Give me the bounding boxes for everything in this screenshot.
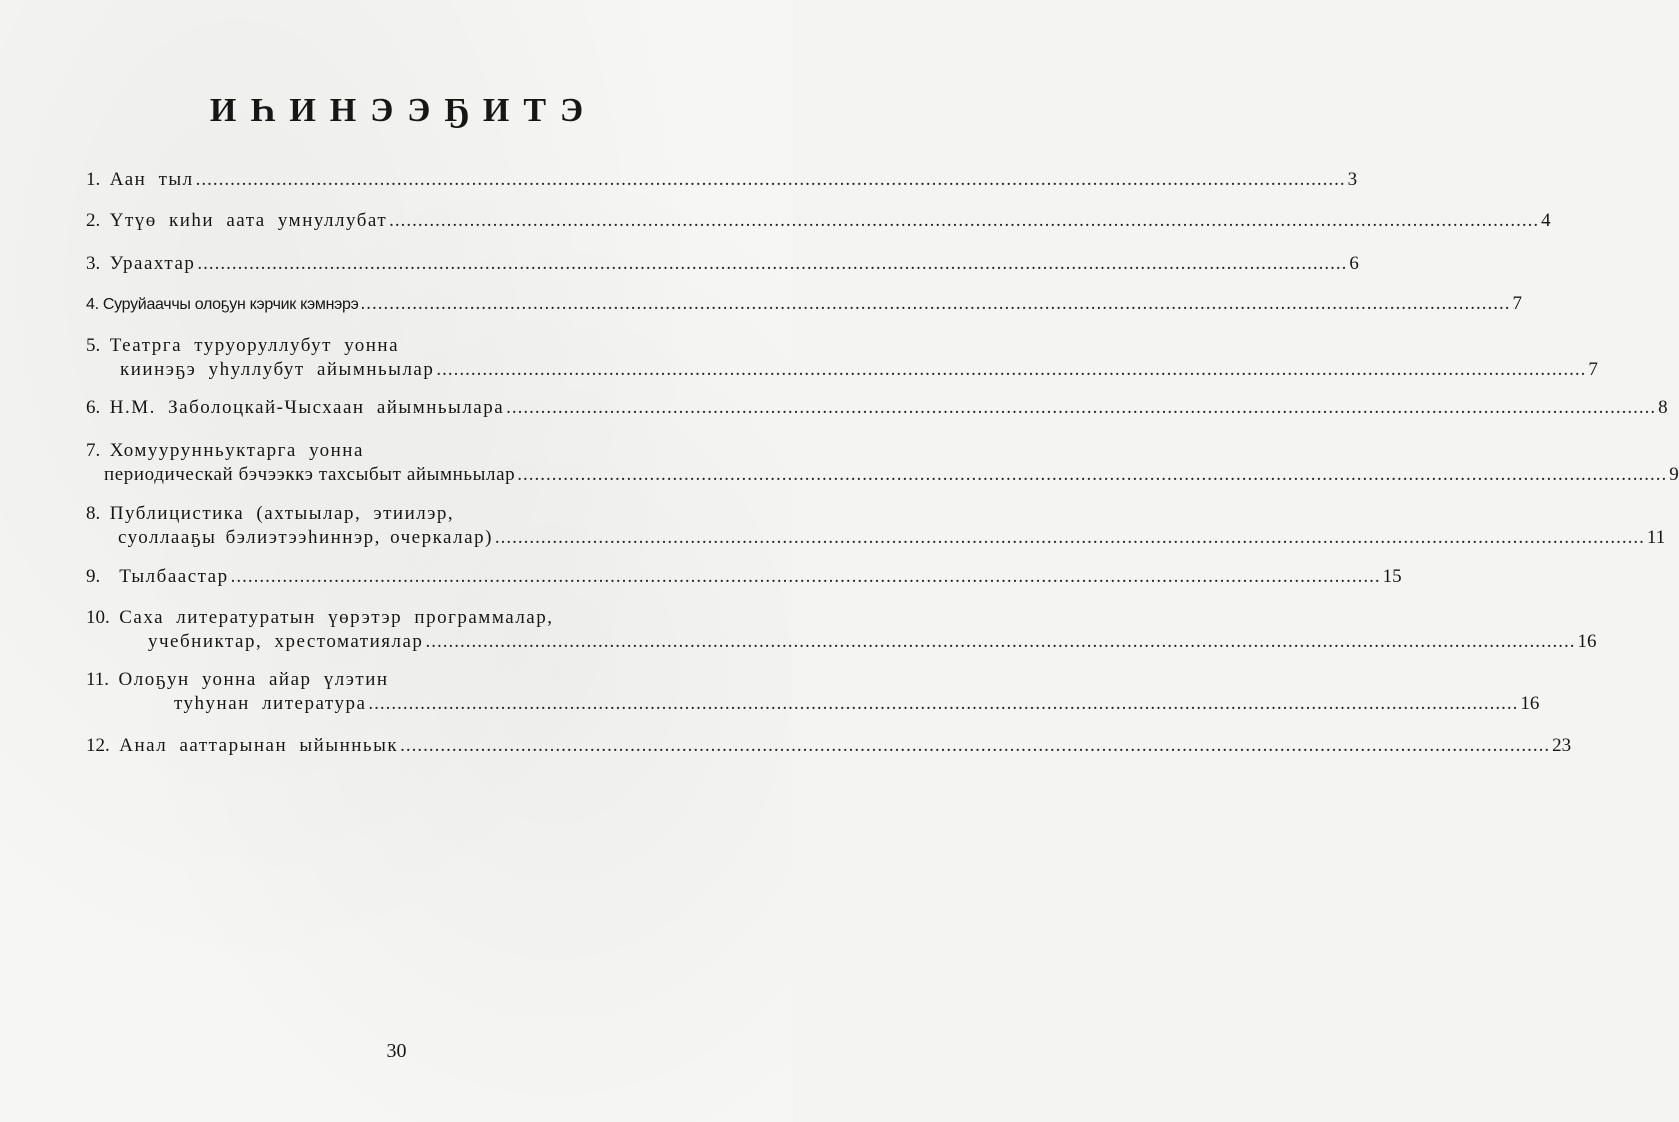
- entry-title: Аан тыл: [109, 169, 194, 190]
- dot-leader: ........................................................................................................................................................................................................: [494, 527, 1645, 548]
- toc-entry-12[interactable]: [86, 734, 1572, 758]
- entry-title: Ураахтар: [109, 253, 196, 274]
- entry-title: Н.М. Заболоцкай-Чысхаан айымньылара: [109, 397, 505, 418]
- entry-page: 7: [1588, 359, 1598, 380]
- dot-leader: ........................................................................................................................................................................................................: [195, 169, 1346, 190]
- dot-leader: ........................................................................................................................................................................................................: [230, 566, 1381, 587]
- entry-title-line-2: периодическай бэчээккэ тахсыбыт айымньылар: [104, 464, 516, 485]
- dot-leader: ........................................................................................................................................................................................................: [368, 693, 1519, 714]
- dot-leader: ........................................................................................................................................................................................................: [425, 631, 1576, 652]
- page-title: ИҺИНЭЭҔИТЭ: [209, 92, 598, 129]
- entry-page: 11: [1646, 527, 1666, 548]
- entry-title-line-1: Саха литературатын үөрэтэр программалар,: [119, 607, 554, 628]
- dot-leader: ........................................................................................................................................................................................................: [517, 464, 1668, 485]
- toc-entry-4[interactable]: [86, 292, 1522, 316]
- entry-page: 8: [1658, 397, 1668, 418]
- entry-title: Тылбаастар: [119, 566, 229, 587]
- toc-entry-5[interactable]: [86, 334, 1598, 382]
- entry-number: 10.: [86, 607, 110, 628]
- dot-leader: ........................................................................................................................................................................................................: [197, 253, 1348, 274]
- entry-number: 1.: [86, 169, 101, 190]
- entry-page: 6: [1349, 253, 1359, 274]
- entry-number: 12.: [86, 735, 110, 756]
- toc-entry-6[interactable]: [86, 396, 1668, 420]
- entry-number: 9.: [86, 566, 101, 587]
- entry-page: 23: [1552, 735, 1572, 756]
- entry-page: 7: [1512, 293, 1522, 314]
- entry-title-line-2: туһунан литература: [174, 693, 367, 714]
- entry-title: Анал ааттарынан ыйынньык: [119, 735, 399, 756]
- dot-leader: ........................................................................................................................................................................................................: [360, 293, 1511, 314]
- dot-leader: ........................................................................................................................................................................................................: [506, 397, 1657, 418]
- entry-title: Үтүө киһи аата умнуллубат: [109, 210, 388, 231]
- entry-title-line-1: Хомуурунньуктарга уонна: [109, 440, 364, 461]
- toc-entry-11[interactable]: [86, 668, 1540, 716]
- dot-leader: ........................................................................................................................................................................................................: [400, 735, 1551, 756]
- dot-leader: ........................................................................................................................................................................................................: [436, 359, 1587, 380]
- dot-leader: ........................................................................................................................................................................................................: [389, 210, 1540, 231]
- entry-title-line-1: Олоҕун уонна айар үлэтин: [118, 669, 389, 690]
- entry-page: 9: [1669, 464, 1679, 485]
- entry-number: 2.: [86, 210, 101, 231]
- toc-entry-1[interactable]: [86, 168, 1358, 192]
- entry-number: 7.: [86, 440, 101, 461]
- entry-title-line-2: суоллааҕы бэлиэтээһиннэр, очеркалар): [118, 527, 493, 548]
- entry-title-line-1: Публицистика (ахтыылар, этиилэр,: [109, 503, 455, 524]
- entry-title: Суруйааччы олоҕун кэрчик кэмнэрэ: [102, 296, 359, 313]
- entry-page: 16: [1520, 693, 1540, 714]
- entry-page: 3: [1347, 169, 1358, 190]
- toc-entry-2[interactable]: [86, 209, 1551, 233]
- entry-page: 4: [1541, 210, 1551, 231]
- entry-number: 3.: [86, 253, 101, 274]
- entry-number: 4.: [86, 296, 99, 313]
- entry-number: 11.: [86, 669, 110, 690]
- toc-entry-10[interactable]: [86, 606, 1597, 654]
- page-number: 30: [386, 1040, 407, 1062]
- entry-title-line-2: киинэҕэ уһуллубут айымньылар: [120, 359, 435, 380]
- entry-number: 5.: [86, 335, 101, 356]
- entry-number: 8.: [86, 503, 101, 524]
- entry-page: 15: [1382, 566, 1402, 587]
- toc-entry-3[interactable]: [86, 252, 1359, 276]
- toc-entry-7[interactable]: [86, 439, 1679, 487]
- entry-page: 16: [1577, 631, 1597, 652]
- toc-entry-9[interactable]: [86, 565, 1402, 589]
- entry-number: 6.: [86, 397, 101, 418]
- entry-title-line-1: Театрга туруоруллубут уонна: [109, 335, 399, 356]
- toc-entry-8[interactable]: [86, 502, 1666, 550]
- entry-title-line-2: учебниктар, хрестоматиялар: [148, 631, 424, 652]
